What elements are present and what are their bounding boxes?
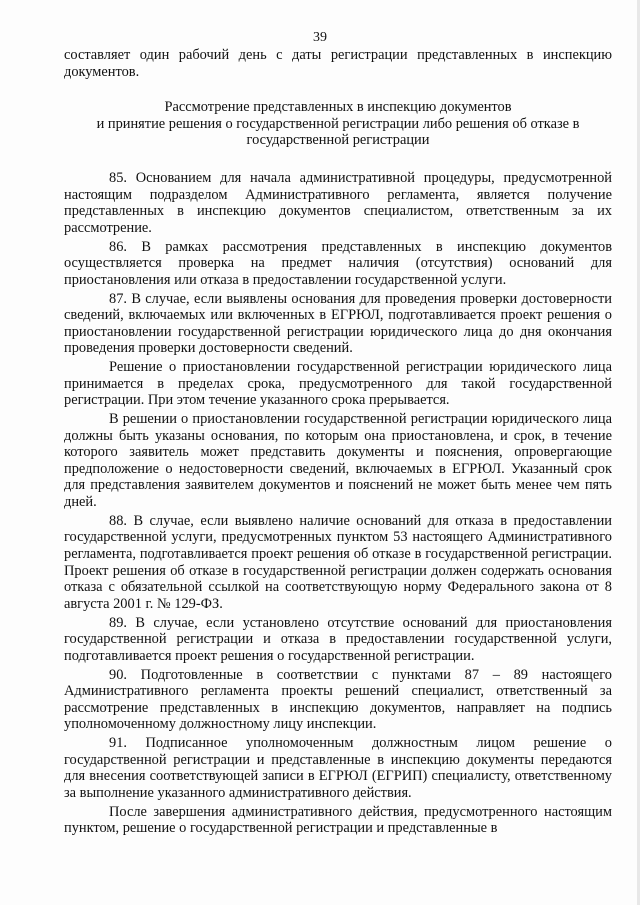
paragraph-91-continuation: После завершения административного действия, предусмотренного настоящим пунктом, решение о государственной регистрации и представленные в	[64, 803, 612, 837]
paragraph-87-suspension-grounds: В решении о приостановлении государственной регистрации юридического лица должны быть указаны основания, по которым она приостановлена, и срок, в течение которого заявитель может представить документы и пояснения, опровергающие предположение о недостоверности сведений, включаемых в ЕГРЮЛ. Указанный срок для представления заявителем документов и пояснений не может быть менее чем пять дней.	[64, 411, 612, 511]
heading-line: и принятие решения о государственной регистрации либо решения об отказе в	[96, 115, 580, 132]
paragraph-87-suspension-decision: Решение о приостановлении государственной регистрации юридического лица принимается в пределах срока, предусмотренного для такой государственной регистрации. При этом течение указанного срока прерывается.	[64, 359, 612, 409]
section-heading	[64, 99, 612, 149]
paragraph-86: 86. В рамках рассмотрения представленных в инспекцию документов осуществляется проверка на предмет наличия (отсутствия) оснований для приостановления или отказа в предоставлении государственной услуги.	[64, 238, 612, 288]
paragraph-89: 89. В случае, если установлено отсутствие оснований для приостановления государственной регистрации и отказа в предоставлении государственной услуги, подготавливается проект решения о государственной регистрации.	[64, 614, 612, 664]
paragraph-88: 88. В случае, если выявлено наличие оснований для отказа в предоставлении государственной услуги, предусмотренных пунктом 53 настоящего Административного регламента, подготавливается проект решения об отказе в государственной регистрации. Проект решения об отказе в государственной регистрации должен содержать основания отказа с обязательной ссылкой на соответствующую норму Федерального закона от 8 августа 2001 г. № 129-ФЗ.	[64, 512, 612, 612]
paragraph-91: 91. Подписанное уполномоченным должностным лицом решение о государственной регистрации и представленные в инспекцию документы передаются для внесения соответствующей записи в ЕГРЮЛ (ЕГРИП) специалисту, ответственному за выполнение указанного административного действия.	[64, 735, 612, 801]
paragraph-90: 90. Подготовленные в соответствии с пунктами 87 – 89 настоящего Административного регламента проекты решений специалист, ответственный за рассмотрение представленных в инспекцию документов, направляет на подпись уполномоченному должностному лицу инспекции.	[64, 666, 612, 733]
paragraph-87: 87. В случае, если выявлены основания для проведения проверки достоверности сведений, включаемых или включенных в ЕГРЮЛ, подготавливается проект решения о приостановлении государственной регистрации юридического лица до дня окончания проведения проверки достоверности сведений.	[64, 290, 612, 357]
heading-line: государственной регистрации	[246, 132, 430, 149]
heading-line: Рассмотрение представленных в инспекцию документов	[164, 99, 512, 115]
paragraph-85: 85. Основанием для начала административной процедуры, предусмотренной настоящим подразделом Административного регламента, является получение представленных в инспекцию документов специалистом, ответственным за их рассмотрение.	[64, 170, 612, 236]
intro-paragraph: составляет один рабочий день с даты регистрации представленных в инспекцию документов.	[64, 47, 612, 80]
section-body	[64, 170, 612, 839]
page-number: 39	[313, 30, 327, 45]
